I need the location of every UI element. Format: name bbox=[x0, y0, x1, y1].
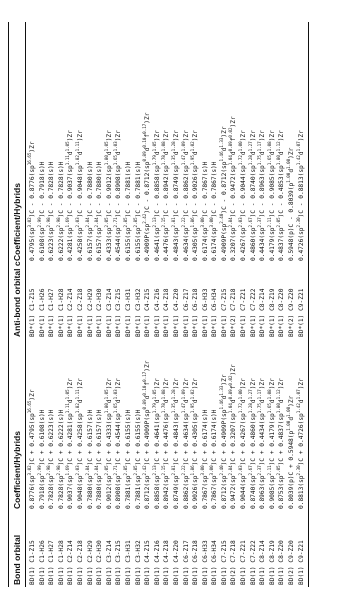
cell-antibond-orbital: BD*(1) C2-H29 bbox=[86, 288, 94, 337]
cell-coefficient: $0.8740(sp^{2.67})C + 0.4860(sp^{1.28}d^{1.27})Zr$ bbox=[247, 378, 257, 509]
cell-bond-orbital: BD(1) C4-Z15 bbox=[144, 540, 152, 585]
cell-bond-orbital: BD(1) C8-Z14 bbox=[259, 540, 267, 585]
cell-antibond-orbital: BD*(2) C9-Z20 bbox=[288, 288, 296, 337]
cell-coefficient: $0.8039(p)C + 0.5948(p^{1.00}d^{1.00})Zr$ bbox=[286, 395, 296, 509]
cell-antibond-orbital: BD*(1) C6-Z18 bbox=[192, 288, 200, 337]
cell-bond-orbital: BD(1) C1-H27 bbox=[48, 540, 56, 585]
table-row bbox=[143, 22, 153, 587]
cell-antibond-coefficient: $0.6108(sp^{2.99})C - 0.7918(s)H$ bbox=[36, 161, 46, 261]
table-row bbox=[153, 22, 163, 587]
cell-antibond-orbital: BD*(1) C1-H28 bbox=[57, 288, 65, 337]
cell-bond-orbital: BD(1) C2-Z18 bbox=[76, 540, 84, 585]
cell-antibond-orbital: BD*(1) C3-Z15 bbox=[115, 288, 123, 337]
cell-bond-orbital: BD(1) C6-Z18 bbox=[192, 540, 200, 585]
cell-antibond-orbital: BD*(1) C1-H26 bbox=[38, 288, 46, 337]
cell-coefficient: $0.8858(sp^{2.13})C + 0.4641(sp^{1.79}d^{1.05})Zr$ bbox=[151, 378, 161, 509]
table-row bbox=[297, 22, 307, 587]
cell-coefficient: $0.8862(sp^{2.22})C + 0.4634(sp^{1.47}d^{1.09})Zr$ bbox=[180, 378, 190, 509]
table-row bbox=[162, 22, 172, 587]
cell-antibond-orbital: BD*(1) C2-Z18 bbox=[76, 288, 84, 337]
cell-coefficient: $0.7867(sp^{3.00})C + 0.6174(s)H$ bbox=[199, 409, 209, 509]
table-header bbox=[8, 22, 26, 587]
cell-coefficient: $0.7880(sp^{2.84})C + 0.6157(s)H$ bbox=[94, 409, 104, 509]
cell-coefficient: $0.9048(sp^{2.03})C + 0.4258(sp^{1.82}d^{1.11})Zr$ bbox=[74, 378, 84, 509]
table-row bbox=[239, 22, 249, 587]
cell-coefficient: $0.7867(sp^{3.00})C + 0.6174(s)H$ bbox=[209, 409, 219, 509]
cell-bond-orbital: BD(2) C9-Z20 bbox=[288, 540, 296, 585]
cell-bond-orbital: BD(1) C1-Z15 bbox=[29, 540, 36, 585]
cell-antibond-orbital: BD*(1) C7-Z22 bbox=[249, 288, 257, 337]
table-row bbox=[277, 22, 287, 587]
cell-coefficient: $0.9044(sp^{2.03})C + 0.4267(sp^{1.72}d^{1.00})Zr$ bbox=[238, 378, 248, 509]
cell-antibond-coefficient: $0.6157(sp^{2.84})C - 0.7880(s)H$ bbox=[84, 161, 94, 261]
cell-bond-orbital: BD(1) C2-H29 bbox=[86, 540, 94, 585]
cell-antibond-coefficient: $0.4267(sp^{2.03})C - 0.9044(sp^{1.72}d^{1.00})Zr$ bbox=[238, 130, 248, 261]
table-row bbox=[201, 22, 211, 587]
cell-bond-orbital: BD(1) C6-H33 bbox=[201, 540, 209, 585]
cell-coefficient: $0.7880(sp^{2.84})C + 0.6157(s)H$ bbox=[84, 409, 94, 509]
cell-antibond-coefficient: $0.4333(sp^{2.05})C - 0.9012(sp^{1.80}d^{1.05})Zr$ bbox=[103, 130, 113, 261]
cell-antibond-coefficient: $0.3207(sp^{2.84})C - 0.9472(sp^{1.04}d^{0.89}f^{0.02})Zr$ bbox=[228, 116, 238, 261]
cell-bond-orbital: BD(1) C7-Z22 bbox=[249, 540, 257, 585]
cell-antibond-orbital: BD*(1) C3-Z14 bbox=[105, 288, 113, 337]
cell-antibond-coefficient: $0.4909P(sp^{2.42})C - 0.8712(sp^{0.89}d^{0.10}f^{0.17})Zr$ bbox=[142, 112, 152, 261]
nbo-table bbox=[8, 22, 309, 587]
cell-bond-orbital: BD(1) C4-Z18 bbox=[163, 540, 171, 585]
cell-antibond-coefficient: $0.4837(sp^{2.05})C - 0.4853(sp^{1.80}d^{1.12})Zr$ bbox=[276, 130, 286, 261]
cell-antibond-orbital: BD*(1) C3-H32 bbox=[134, 288, 142, 337]
table-row bbox=[47, 22, 57, 587]
cell-bond-orbital: BD(1) C3-Z14 bbox=[105, 540, 113, 585]
cell-coefficient: $0.8813(sp^{2.30})C + 0.4726(sp^{1.42}d^{1.07})Zr$ bbox=[295, 378, 305, 509]
cell-bond-orbital: BD(1) C3-H31 bbox=[124, 540, 132, 585]
cell-antibond-coefficient: $0.6155(sp^{2.85})C - 0.7881(s)H$ bbox=[122, 161, 132, 261]
table-row bbox=[134, 22, 144, 587]
cell-coefficient: $0.7881(sp^{2.85})C + 0.6155(s)H$ bbox=[122, 409, 132, 509]
cell-antibond-coefficient: $0.6222(sp^{2.98})C - 0.7828(s)H$ bbox=[55, 161, 65, 261]
cell-antibond-orbital: BD*(1) C6-H34 bbox=[211, 288, 219, 337]
table-row bbox=[258, 22, 268, 587]
cell-antibond-coefficient: $0.6174(sp^{3.00})C - 0.7867(s)H$ bbox=[199, 161, 209, 261]
cell-coefficient: $0.9012(sp^{2.05})C + 0.4333(sp^{1.80}d^{1.05})Zr$ bbox=[103, 378, 113, 509]
cell-antibond-orbital: BD*(1) C4-Z18 bbox=[163, 288, 171, 337]
table-row bbox=[66, 22, 76, 587]
cell-bond-orbital: BD(1) C7-Z21 bbox=[240, 540, 248, 585]
cell-bond-orbital: BD(1) C8-Z20 bbox=[278, 540, 286, 585]
cell-antibond-coefficient: $0.4305(sp^{1.86})C - 0.9026(sp^{1.95}d^{1.02})Zr$ bbox=[190, 130, 200, 261]
cell-antibond-coefficient: $0.4434(sp^{2.37})C - 0.8963(sp^{1.75}d^{1.17})Zr$ bbox=[257, 130, 267, 261]
cell-bond-orbital: BD(1) C2-H30 bbox=[96, 540, 104, 585]
cell-bond-orbital: BD(1) C1-H28 bbox=[57, 540, 65, 585]
cell-antibond-coefficient: $0.4641(sp^{2.13})C - 0.8858(sp^{1.79}d^{1.05})Zr$ bbox=[151, 130, 161, 261]
cell-coefficient: $0.8712(sp^{2.42})C + 0.4909P(sp^{0.89}d^{0.10}f^{0.17})Zr$ bbox=[142, 360, 152, 509]
cell-bond-orbital: BD(2) C7-Z18 bbox=[230, 540, 238, 585]
header-antibond-orbital: Anti-bond orbital c bbox=[12, 261, 22, 337]
table-row bbox=[210, 22, 220, 587]
cell-coefficient: $0.8712(sp^{2.40})C + 0.4909P(sp^{1.46}d^{1.33})Zr$ bbox=[218, 374, 228, 509]
cell-coefficient: $0.8776(sp^{3.02})C + 0.4795(sp^{16.65})Zr$ bbox=[27, 389, 36, 509]
table-row bbox=[191, 22, 201, 587]
cell-antibond-coefficient: $0.6174(sp^{3.00})C - 0.7867(s)H$ bbox=[209, 161, 219, 261]
cell-coefficient: $0.9085(sp^{2.11})C + 0.4179(sp^{1.65}d^{1.08})Zr$ bbox=[266, 378, 276, 509]
cell-antibond-orbital: BD*(1) C4-Z20 bbox=[172, 288, 180, 337]
table-row bbox=[287, 22, 297, 587]
header-coefficient-hybrids: Coefficient/Hybrids bbox=[12, 431, 22, 509]
cell-coefficient: $0.7828(sp^{2.98})C + 0.6223(s)H$ bbox=[46, 409, 56, 509]
cell-antibond-orbital: BD*(1) C3-H31 bbox=[124, 288, 132, 337]
cell-antibond-orbital: BD*(1) C4-Z16 bbox=[153, 288, 161, 337]
cell-antibond-coefficient: $0.4843(sp^{2.81})C - 0.8749(sp^{1.35}d^{1.28})Zr$ bbox=[170, 130, 180, 261]
cell-bond-orbital: BD(1) C3-H32 bbox=[134, 540, 142, 585]
table-row bbox=[249, 22, 259, 587]
table-row bbox=[38, 22, 48, 587]
cell-bond-orbital: BD(1) C8-Z19 bbox=[268, 540, 276, 585]
table-row bbox=[124, 22, 134, 587]
cell-bond-orbital: BD(1) C4-Z16 bbox=[153, 540, 161, 585]
cell-bond-orbital: BD(1) C3-Z15 bbox=[115, 540, 123, 585]
cell-coefficient: $0.8749(sp^{2.81})C + 0.4843(sp^{1.35}d^{1.28})Zr$ bbox=[170, 378, 180, 509]
cell-antibond-orbital: BD*(1) C1-Z15 bbox=[29, 288, 36, 337]
cell-antibond-orbital: BD*(1) C8-Z14 bbox=[259, 288, 267, 337]
cell-antibond-coefficient: $0.4281(sp^{1.69})C - 0.9037(sp^{1.11}d^{1.05})Zr$ bbox=[65, 130, 75, 261]
cell-bond-orbital: BD(1) C7-Z15 bbox=[220, 540, 228, 585]
cell-antibond-coefficient: $0.4476(sp^{2.15})C - 0.8942(sp^{1.78}d^{1.08})Zr$ bbox=[161, 130, 171, 261]
table-row bbox=[76, 22, 86, 587]
cell-coefficient: $0.8963(sp^{2.37})C + 0.4434(sp^{1.75}d^{1.17})Zr$ bbox=[257, 378, 267, 509]
table-row bbox=[86, 22, 96, 587]
table-row bbox=[172, 22, 182, 587]
cell-antibond-orbital: BD*(2) C7-Z18 bbox=[230, 288, 238, 337]
cell-antibond-orbital: BD*(1) C6-Z17 bbox=[182, 288, 190, 337]
cell-antibond-coefficient: $0.4634(sp^{2.22})C - 0.8862(sp^{1.47}d^{1.09})Zr$ bbox=[180, 130, 190, 261]
cell-bond-orbital: BD(1) C6-Z17 bbox=[182, 540, 190, 585]
cell-antibond-orbital: BD*(1) C2-Z14 bbox=[67, 288, 75, 337]
cell-antibond-coefficient: $0.6157(sp^{2.84})C - 0.7880(s)H$ bbox=[94, 161, 104, 261]
cell-antibond-coefficient: $0.4909P(sp^{2.40})C - 0.8712(sp^{1.46}d^{1.33})Zr$ bbox=[218, 126, 228, 261]
cell-bond-orbital: BD(1) C2-Z14 bbox=[67, 540, 75, 585]
header-bond-orbital: Bond orbital bbox=[12, 534, 22, 585]
table-row bbox=[114, 22, 124, 587]
cell-antibond-orbital: BD*(1) C1-H27 bbox=[48, 288, 56, 337]
table-row bbox=[57, 22, 67, 587]
cell-coefficient: $0.7918(sp^{2.99})C + 0.6108(s)H$ bbox=[36, 409, 46, 509]
table-row bbox=[268, 22, 278, 587]
header-coefficient-hybrids-antibond: Coefficient/Hybrids bbox=[12, 183, 22, 261]
cell-coefficient: $0.8753(sp^{2.05})C + 0.4837(sp^{1.80}d^{1.12})Zr$ bbox=[276, 378, 286, 509]
cell-coefficient: $0.9026(sp^{1.86})C + 0.4305(sp^{1.95}d^{1.02})Zr$ bbox=[190, 378, 200, 509]
cell-antibond-coefficient: $0.6223(sp^{2.98})C - 0.7828(s)H$ bbox=[46, 161, 56, 261]
cell-coefficient: $0.7828(sp^{2.98})C + 0.6222(s)H$ bbox=[55, 409, 65, 509]
cell-antibond-coefficient: $0.4544(sp^{2.71})C - 0.8908(sp^{1.65}d^{1.03})Zr$ bbox=[113, 130, 123, 261]
table-row bbox=[28, 22, 38, 587]
cell-antibond-coefficient: $0.4179(sp^{2.11})C - 0.9085(sp^{1.65}d^{1.08})Zr$ bbox=[266, 130, 276, 261]
cell-antibond-coefficient: $0.6155(sp^{2.85})C - 0.7881(s)H$ bbox=[132, 161, 142, 261]
cell-bond-orbital: BD(1) C4-Z20 bbox=[172, 540, 180, 585]
cell-antibond-coefficient: $0.4726(sp^{2.30})C - 0.8813(sp^{1.42}d^{1.07})Zr$ bbox=[295, 130, 305, 261]
cell-coefficient: $0.7881(sp^{2.85})C + 0.6155(s)H$ bbox=[132, 409, 142, 509]
cell-bond-orbital: BD(1) C9-Z21 bbox=[297, 540, 305, 585]
cell-antibond-orbital: BD*(1) C8-Z20 bbox=[278, 288, 286, 337]
cell-bond-orbital: BD(1) C1-H26 bbox=[38, 540, 46, 585]
cell-antibond-coefficient: $0.5948(p)C - 0.8039(p^{1.00}d^{1.00})Zr$ bbox=[286, 147, 296, 261]
table-row bbox=[95, 22, 105, 587]
table-row bbox=[105, 22, 115, 587]
table-body bbox=[26, 22, 309, 587]
cell-coefficient: $0.9472(sp^{2.84})C + 0.3207(sp^{1.04}d^{0.89}f^{0.02})Zr$ bbox=[228, 364, 238, 509]
table-row bbox=[229, 22, 239, 587]
table-row bbox=[182, 22, 192, 587]
cell-antibond-orbital: BD*(1) C9-Z21 bbox=[297, 288, 305, 337]
cell-coefficient: $0.9037(sp^{1.69})C + 0.4281(sp^{1.11}d^{1.05})Zr$ bbox=[65, 378, 75, 509]
cell-antibond-coefficient: $0.4860(sp^{2.67})C - 0.8740(sp^{1.28}d^{1.27})Zr$ bbox=[247, 130, 257, 261]
cell-antibond-orbital: BD*(1) C4-Z15 bbox=[144, 288, 152, 337]
cell-bond-orbital: BD(1) C6-H34 bbox=[211, 540, 219, 585]
table-row bbox=[220, 22, 230, 587]
cell-antibond-orbital: BD*(1) C8-Z19 bbox=[268, 288, 276, 337]
cell-coefficient: $0.8908(sp^{2.71})C + 0.4544(sp^{1.65}d^{1.03})Zr$ bbox=[113, 378, 123, 509]
cell-antibond-orbital: BD*(1) C6-H33 bbox=[201, 288, 209, 337]
cell-antibond-orbital: BD*(1) C2-H30 bbox=[96, 288, 104, 337]
cell-antibond-orbital: BD*(1) C7-Z21 bbox=[240, 288, 248, 337]
cell-antibond-coefficient: $0.4795(sp^{3.02})C - 0.8776(sp^{16.65})Zr$ bbox=[27, 141, 36, 261]
cell-antibond-orbital: BD*(1) C7-Z15 bbox=[220, 288, 228, 337]
cell-antibond-coefficient: $0.4258(sp^{2.03})C - 0.9048(sp^{1.82}d^{1.11})Zr$ bbox=[74, 130, 84, 261]
cell-coefficient: $0.8942(sp^{2.15})C + 0.4476(sp^{1.78}d^{1.08})Zr$ bbox=[161, 378, 171, 509]
